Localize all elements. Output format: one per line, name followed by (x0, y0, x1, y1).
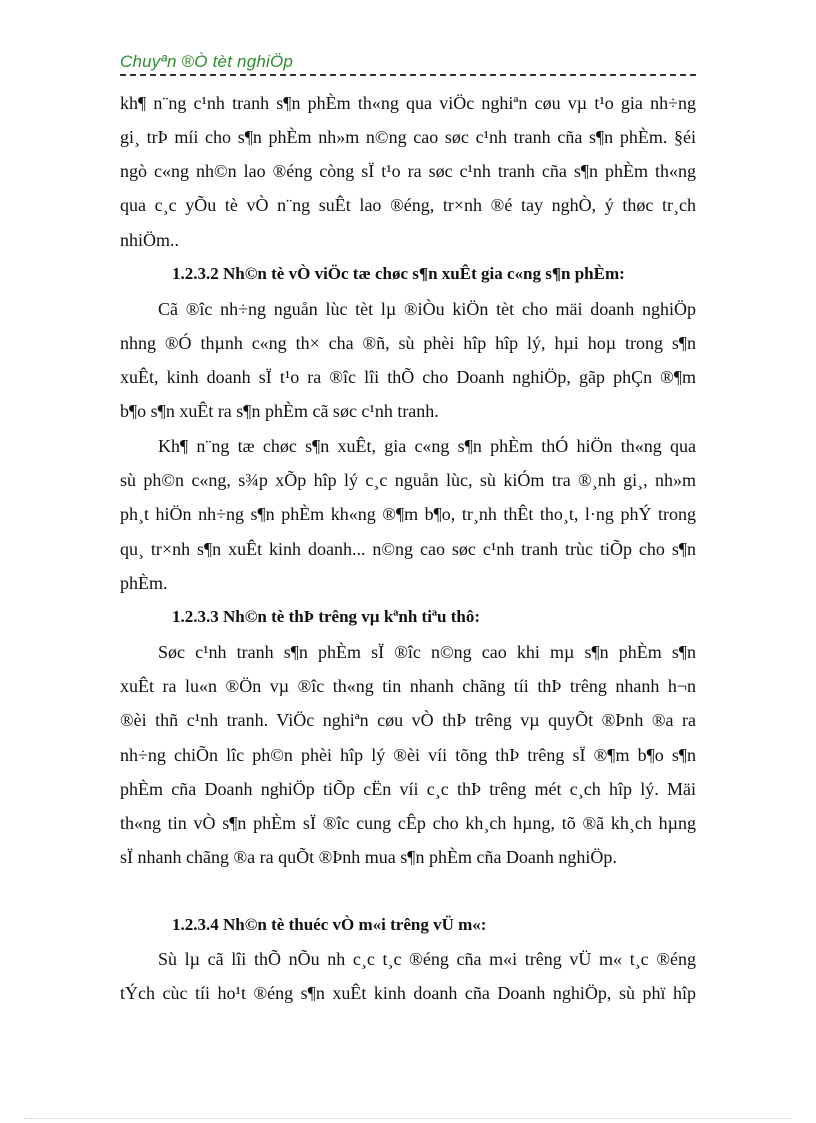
body-line: ph¸t hiÖn nh÷ng s¶n phÈm kh«ng ®¶m b¶o, tr¸nh thÊt tho¸t, l·ng phÝ trong (120, 504, 696, 524)
section-heading-1-2-3-4: 1.2.3.4 Nh©n tè thuéc vÒ m«i trêng vÜ m«: (172, 915, 487, 934)
body-line: xuÊt ra lu«n ®Ön vµ ®îc th«ng tin nhanh chãng tíi thÞ trêng nhanh h¬n (120, 676, 696, 696)
section-heading-1-2-3-3: 1.2.3.3 Nh©n tè thÞ trêng vµ kªnh tiªu thô: (172, 607, 481, 626)
page-header (120, 52, 696, 76)
body-line: qua c¸c yÕu tè vÒ n¨ng suÊt lao ®éng, tr×nh ®é tay nghÒ, ý thøc tr¸ch (120, 195, 696, 215)
body-line: sù ph©n c«ng, s¾p xÕp hîp lý c¸c nguån lùc, sù kiÓm tra ®¸nh gi¸, nh»m (120, 470, 696, 490)
header-dashed-rule (120, 74, 696, 76)
body-line: Søc c¹nh tranh s¶n phÈm sÏ ®îc n©ng cao khi mµ s¶n phÈm s¶n (158, 642, 696, 662)
body-line: xuÊt, kinh doanh sÏ t¹o ra ®îc lîi thÕ cho Doanh nghiÖp, gãp phÇn ®¶m (120, 367, 696, 387)
body-line: ngò c«ng nh©n lao ®éng còng sÏ t¹o ra søc c¹nh tranh cña s¶n phÈm th«ng (120, 161, 696, 181)
body-line: b¶o s¶n xuÊt ra s¶n phÈm cã søc c¹nh tranh. (120, 401, 439, 421)
body-line: kh¶ n¨ng c¹nh tranh s¶n phÈm th«ng qua viÖc nghiªn cøu vµ t¹o gia nh÷ng (120, 93, 696, 113)
body-line: sÏ nhanh chãng ®a ra quÕt ®Þnh mua s¶n phÈm cña Doanh nghiÖp. (120, 847, 617, 867)
page-bottom-dotted-rule (24, 1118, 792, 1119)
body-line: qu¸ tr×nh s¶n xuÊt kinh doanh... n©ng cao søc c¹nh tranh trùc tiÕp cho s¶n (120, 539, 696, 559)
body-line: tÝch cùc tíi ho¹t ®éng s¶n xuÊt kinh doanh cña Doanh nghiÖp, sù phï hîp (120, 983, 696, 1003)
body-line: ®èi thñ c¹nh tranh. ViÖc nghiªn cøu vÒ thÞ trêng vµ quyÕt ®Þnh ®a ra (120, 710, 696, 730)
body-line: gi¸ trÞ míi cho s¶n phÈm nh»m n©ng cao søc c¹nh tranh cña s¶n phÈm. §éi (120, 127, 696, 147)
section-heading-1-2-3-2: 1.2.3.2 Nh©n tè vÒ viÖc tæ chøc s¶n xuÊt gia c«ng s¶n phÈm: (172, 264, 625, 283)
body-line: phÈm cña Doanh nghiÖp tiÕp cËn víi c¸c thÞ trêng mét c¸ch hîp lý. Mäi (120, 779, 696, 799)
body-line: nhng ®Ó thµnh c«ng th× cha ®ñ, sù phèi hîp hîp lý, hµi hoµ trong s¶n (120, 333, 696, 353)
body-line: th«ng tin vÒ s¶n phÈm sÏ ®îc cung cÊp cho kh¸ch hµng, tõ ®ã kh¸ch hµng (120, 813, 696, 833)
body-line: phÈm. (120, 573, 168, 593)
body-line: nhiÖm.. (120, 230, 180, 250)
body-line: Cã ®îc nh÷ng nguån lùc tèt lµ ®iÒu kiÖn tèt cho mäi doanh nghiÖp (158, 299, 696, 319)
body-line: Kh¶ n¨ng tæ chøc s¶n xuÊt, gia c«ng s¶n phÈm thÓ hiÖn th«ng qua (158, 436, 696, 456)
body-line: Sù lµ cã lîi thÕ nÕu nh c¸c t¸c ®éng cña m«i trêng vÜ m« t¸c ®éng (158, 949, 696, 969)
header-title: Chuyªn ®Ò tèt nghiÖp (120, 52, 294, 71)
body-line: nh÷ng chiÕn lîc ph©n phèi hîp lý ®èi víi tõng thÞ trêng sÏ ®¶m b¶o s¶n (120, 745, 696, 765)
